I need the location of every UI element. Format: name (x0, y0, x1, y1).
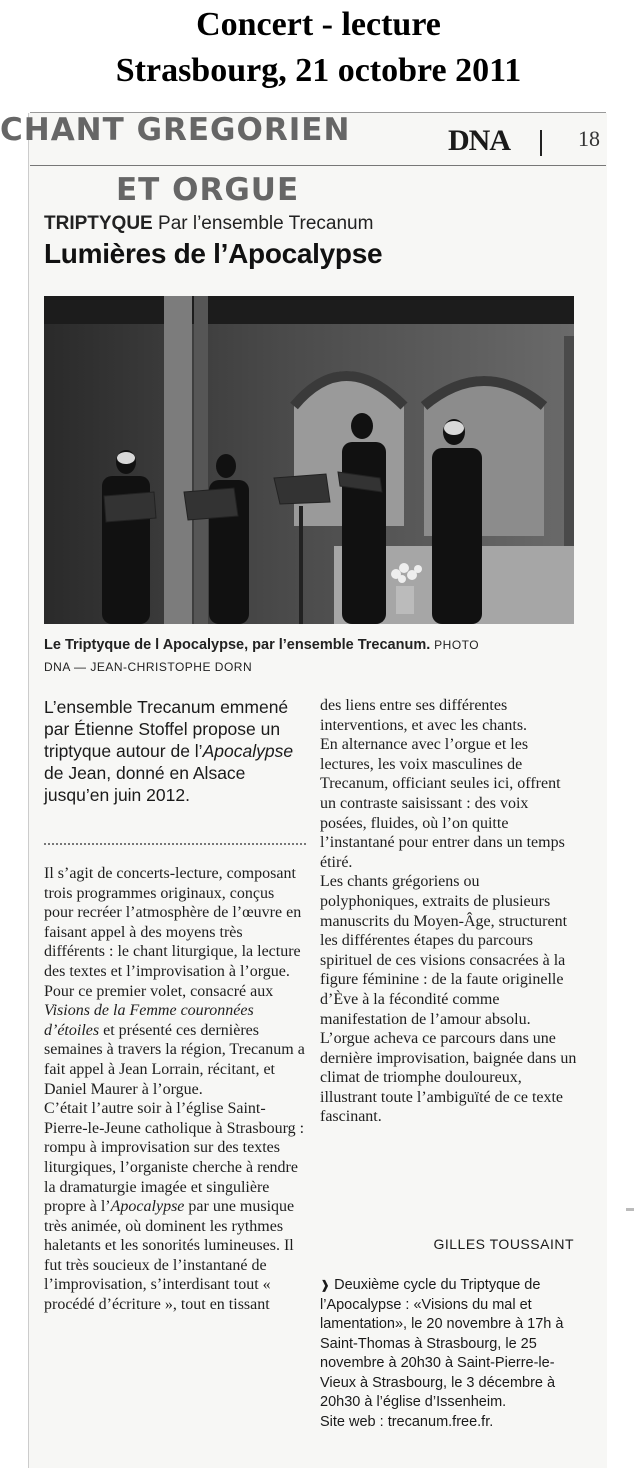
masthead-bottom-rule (30, 165, 606, 166)
paragraph-text: Pour ce premier volet, consacré aux (44, 982, 274, 1000)
document-subtitle: Strasbourg, 21 octobre 2011 (115, 52, 522, 89)
kicker-text: Par l’ensemble Trecanum (158, 213, 374, 234)
document-title: Concert - lecture (196, 6, 441, 43)
paragraph-text: et présenté ces dernières semaines à travers la région, Trecanum a fait appel à Jean Lorrain, récitant, et Daniel Maurer à l’orgue. (44, 1021, 305, 1098)
paragraph (44, 1099, 306, 1315)
overlay-title-line2: ET ORGUE (116, 172, 300, 208)
newspaper-logo: DNA (448, 124, 510, 157)
paragraph: Les chants grégoriens ou polyphoniques, extraits de plusieurs manuscrits du Moyen-Âge, structurent les différentes étapes du parcours spirituel de ces visions consacrées à la figure féminine : de la faute originelle d’Ève à la fécondité comme manifestation de l’amour absolu. (320, 873, 568, 1028)
article-column-1 (44, 864, 306, 1315)
event-info (320, 1276, 578, 1413)
event-info-box (320, 1276, 578, 1432)
paragraph-text: C’était l’autre soir à l’église Saint-Pierre-le-Jeune catholique à Strasbourg : rompu à improvisation sur des textes liturgiques, l’organiste cherche à rendre la dramaturgie imagée et singulière propre à l’ (44, 1100, 305, 1216)
author-signature: GILLES TOUSSAINT (433, 1236, 574, 1252)
overlay-title-line1: CHANT GREGORIEN (0, 112, 351, 148)
article-column-2 (320, 696, 578, 1127)
paragraph: des liens entre ses différentes interventions, et avec les chants. (320, 697, 528, 734)
photo-credit-label: PHOTO (434, 638, 480, 652)
masthead-divider (540, 130, 542, 156)
paragraph-emphasis: Apocalypse (110, 1198, 185, 1216)
paragraph: L’orgue acheva ce parcours dans une dernière improvisation, baignée dans un climat de triomphe douloureux, illustrant toute l’ambiguïté de ce texte fascinant. (320, 1030, 577, 1126)
paragraph-text: par une musique très animée, où dominent les rythmes haletants et les sonorités lumineuses. Il fut très soucieux de l’instantané de l’improvisation, s’interdisant tout « procédé d’écriture », tout en tissant (44, 1198, 295, 1314)
intro-text-emphasis: Apocalypse (202, 741, 294, 761)
paragraph: Il s’agit de concerts-lecture, composant trois programmes originaux, conçus pour recréer l’atmosphère de l’œuvre en faisant appel à des moyens très différents : le chant liturgique, la lecture des textes et l’improvisation à l’orgue. (44, 865, 302, 980)
photo-credit-name: DNA — JEAN-CHRISTOPHE DORN (44, 660, 253, 674)
concert-photo (44, 296, 574, 624)
website-line: Site web : trecanum.free.fr. (320, 1413, 494, 1430)
page-number: 18 (578, 126, 600, 151)
photo-caption (44, 634, 574, 678)
chevron-right-icon: ❱ (320, 1278, 331, 1292)
scan-mark (626, 1208, 634, 1211)
paragraph: En alternance avec l’orgue et les lectures, les voix masculines de Trecanum, officiant seules ici, offrent un contraste saisissant : des voix posées, fluides, où l’on quitte l’instantané pour entrer dans un temps étiré. (320, 736, 565, 871)
article-headline: Lumières de l’Apocalypse (44, 238, 383, 269)
article-kicker (44, 213, 373, 235)
article-intro (44, 696, 306, 806)
paragraph (44, 982, 306, 1100)
intro-divider (44, 843, 306, 845)
event-info-text: Deuxième cycle du Triptyque de l’Apocalypse : «Visions du mal et lamentation», le 20 novembre à 17h à Saint-Thomas à Strasbourg, le 25 novembre à 20h30 à Saint-Pierre-le-Vieux à Strasbourg, le 3 décembre à 20h30 à l’église d’Issenheim. (320, 1277, 564, 1410)
paragraph-emphasis: Visions de la Femme couronnées d’étoiles (44, 1002, 254, 1039)
intro-text-start: L’ensemble Trecanum emmené par Étienne Stoffel propose un triptyque autour de l’ (44, 697, 289, 761)
kicker-label: TRIPTYQUE (44, 213, 153, 234)
intro-text-end: de Jean, donné en Alsace jusqu’en juin 2012. (44, 763, 246, 805)
caption-text: Le Triptyque de l Apocalypse, par l’ensemble Trecanum. (44, 637, 431, 653)
